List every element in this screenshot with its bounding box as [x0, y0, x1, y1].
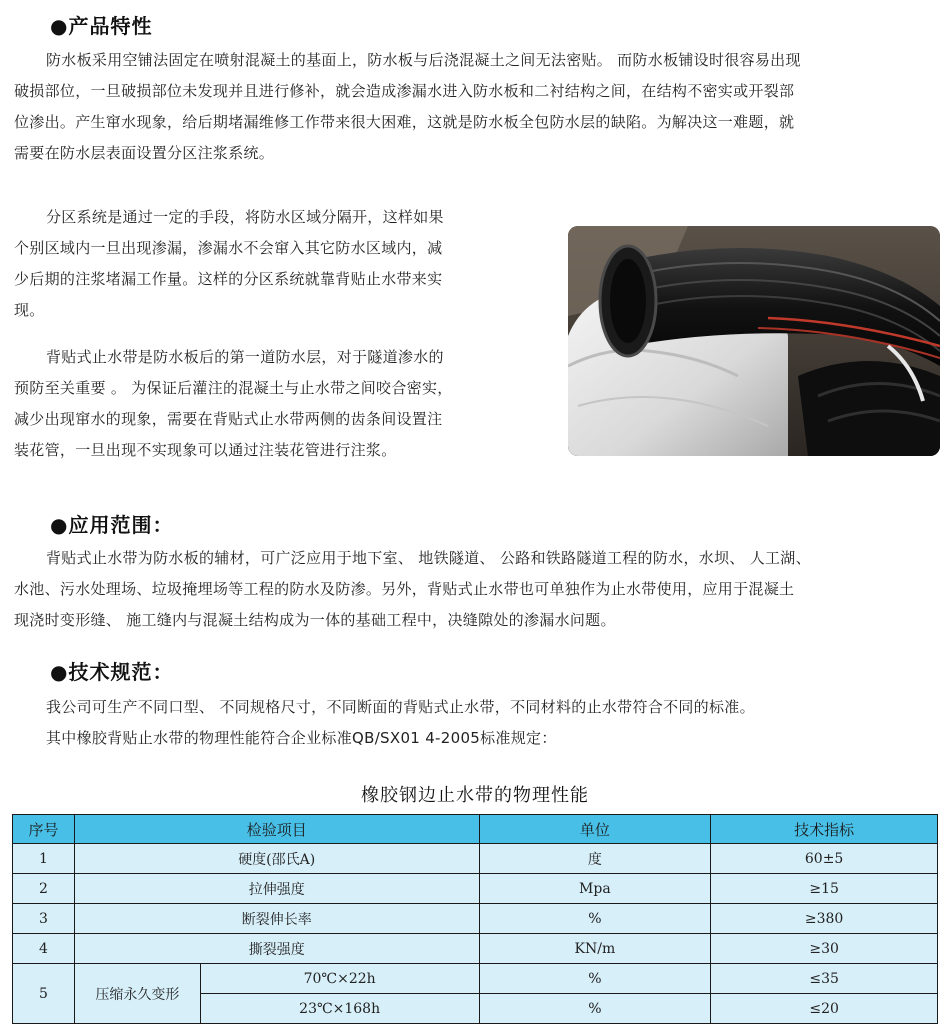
features-paragraph-2 — [14, 202, 444, 326]
text-line: 背贴式止水带为防水板的辅材，可广泛应用于地下室、 地铁隧道、 公路和铁路隧道工程的防水，水坝、 人工湖、 — [46, 549, 811, 567]
cell-no: 4 — [13, 934, 75, 964]
cell-condition: 23℃×168h — [200, 994, 479, 1024]
text-line: 预防至关重要 。 为保证后灌注的混凝土与止水带之间咬合密实， — [14, 379, 453, 397]
text-line: 位渗出。产生窜水现象，给后期堵漏维修工作带来很大困难，这就是防水板全包防水层的缺陷。为解决这一难题，就 — [14, 113, 795, 131]
product-photo — [568, 226, 940, 456]
table-row — [13, 964, 938, 994]
cell-item: 硬度(邵氏A) — [74, 844, 479, 874]
cell-unit: Mpa — [479, 874, 711, 904]
cell-no: 3 — [13, 904, 75, 934]
heading-product-features: ●产品特性 — [50, 14, 153, 38]
physical-properties-table — [12, 814, 938, 1024]
cell-item: 断裂伸长率 — [74, 904, 479, 934]
table-header-row — [13, 815, 938, 844]
features-paragraph-1 — [14, 45, 801, 169]
waterstop-coil-illustration — [568, 226, 940, 456]
cell-unit: % — [479, 904, 711, 934]
header-spec: 技术指标 — [711, 815, 938, 844]
cell-spec: 60±5 — [711, 844, 938, 874]
cell-item: 撕裂强度 — [74, 934, 479, 964]
heading-technical-spec: ●技术规范： — [50, 660, 174, 684]
table-row — [13, 904, 938, 934]
features-paragraph-3 — [14, 342, 453, 466]
header-item: 检验项目 — [74, 815, 479, 844]
text-line: 现。 — [14, 301, 45, 319]
heading-application-scope: ●应用范围： — [50, 513, 174, 537]
text-line: 需要在防水层表面设置分区注浆系统。 — [14, 144, 275, 162]
text-line: 水池、污水处理场、垃圾掩埋场等工程的防水及防渗。另外，背贴式止水带也可单独作为止水带使用，应用于混凝土 — [14, 580, 795, 598]
text-line: 个别区域内一旦出现渗漏，渗漏水不会窜入其它防水区域内，减 — [14, 239, 443, 257]
cell-unit: 度 — [479, 844, 711, 874]
text-line: 背贴式止水带是防水板后的第一道防水层，对于隧道渗水的 — [46, 348, 444, 366]
header-no: 序号 — [13, 815, 75, 844]
text-line: 破损部位，一旦破损部位未发现并且进行修补，就会造成渗漏水进入防水板和二衬结构之间，在结构不密实或开裂部 — [14, 82, 795, 100]
cell-spec: ≥380 — [711, 904, 938, 934]
text-line: 装花管，一旦出现不实现象可以通过注装花管进行注浆。 — [14, 441, 397, 459]
application-paragraph — [14, 543, 811, 636]
cell-spec: ≤35 — [711, 964, 938, 994]
cell-item: 拉伸强度 — [74, 874, 479, 904]
header-unit: 单位 — [479, 815, 711, 844]
table-row — [13, 934, 938, 964]
text-line: 我公司可生产不同口型、 不同规格尺寸，不同断面的背贴式止水带，不同材料的止水带符合不同的标准。 — [46, 698, 755, 716]
cell-spec: ≥15 — [711, 874, 938, 904]
table-row — [13, 874, 938, 904]
text-line: 分区系统是通过一定的手段，将防水区域分隔开，这样如果 — [46, 208, 444, 226]
cell-no: 5 — [13, 964, 75, 1024]
cell-item: 压缩永久变形 — [74, 964, 200, 1024]
cell-condition: 70℃×22h — [200, 964, 479, 994]
cell-unit: % — [479, 994, 711, 1024]
text-line: 减少出现窜水的现象，需要在背贴式止水带两侧的齿条间设置注 — [14, 410, 443, 428]
table-row — [13, 844, 938, 874]
cell-no: 1 — [13, 844, 75, 874]
text-line: 其中橡胶背贴止水带的物理性能符合企业标准QB/SX01 4-2005标准规定： — [46, 729, 557, 747]
cell-unit: KN/m — [479, 934, 711, 964]
text-line: 现浇时变形缝、 施工缝内与混凝土结构成为一体的基础工程中，决缝隙处的渗漏水问题。 — [14, 611, 616, 629]
table-title: 橡胶钢边止水带的物理性能 — [361, 785, 589, 806]
text-line: 少后期的注浆堵漏工作量。这样的分区系统就靠背贴止水带来实 — [14, 270, 443, 288]
cell-unit: % — [479, 964, 711, 994]
cell-spec: ≥30 — [711, 934, 938, 964]
cell-no: 2 — [13, 874, 75, 904]
tech-paragraph — [14, 692, 755, 754]
text-line: 防水板采用空铺法固定在喷射混凝土的基面上，防水板与后浇混凝土之间无法密贴。 而防水板铺设时很容易出现 — [46, 51, 801, 69]
cell-spec: ≤20 — [711, 994, 938, 1024]
